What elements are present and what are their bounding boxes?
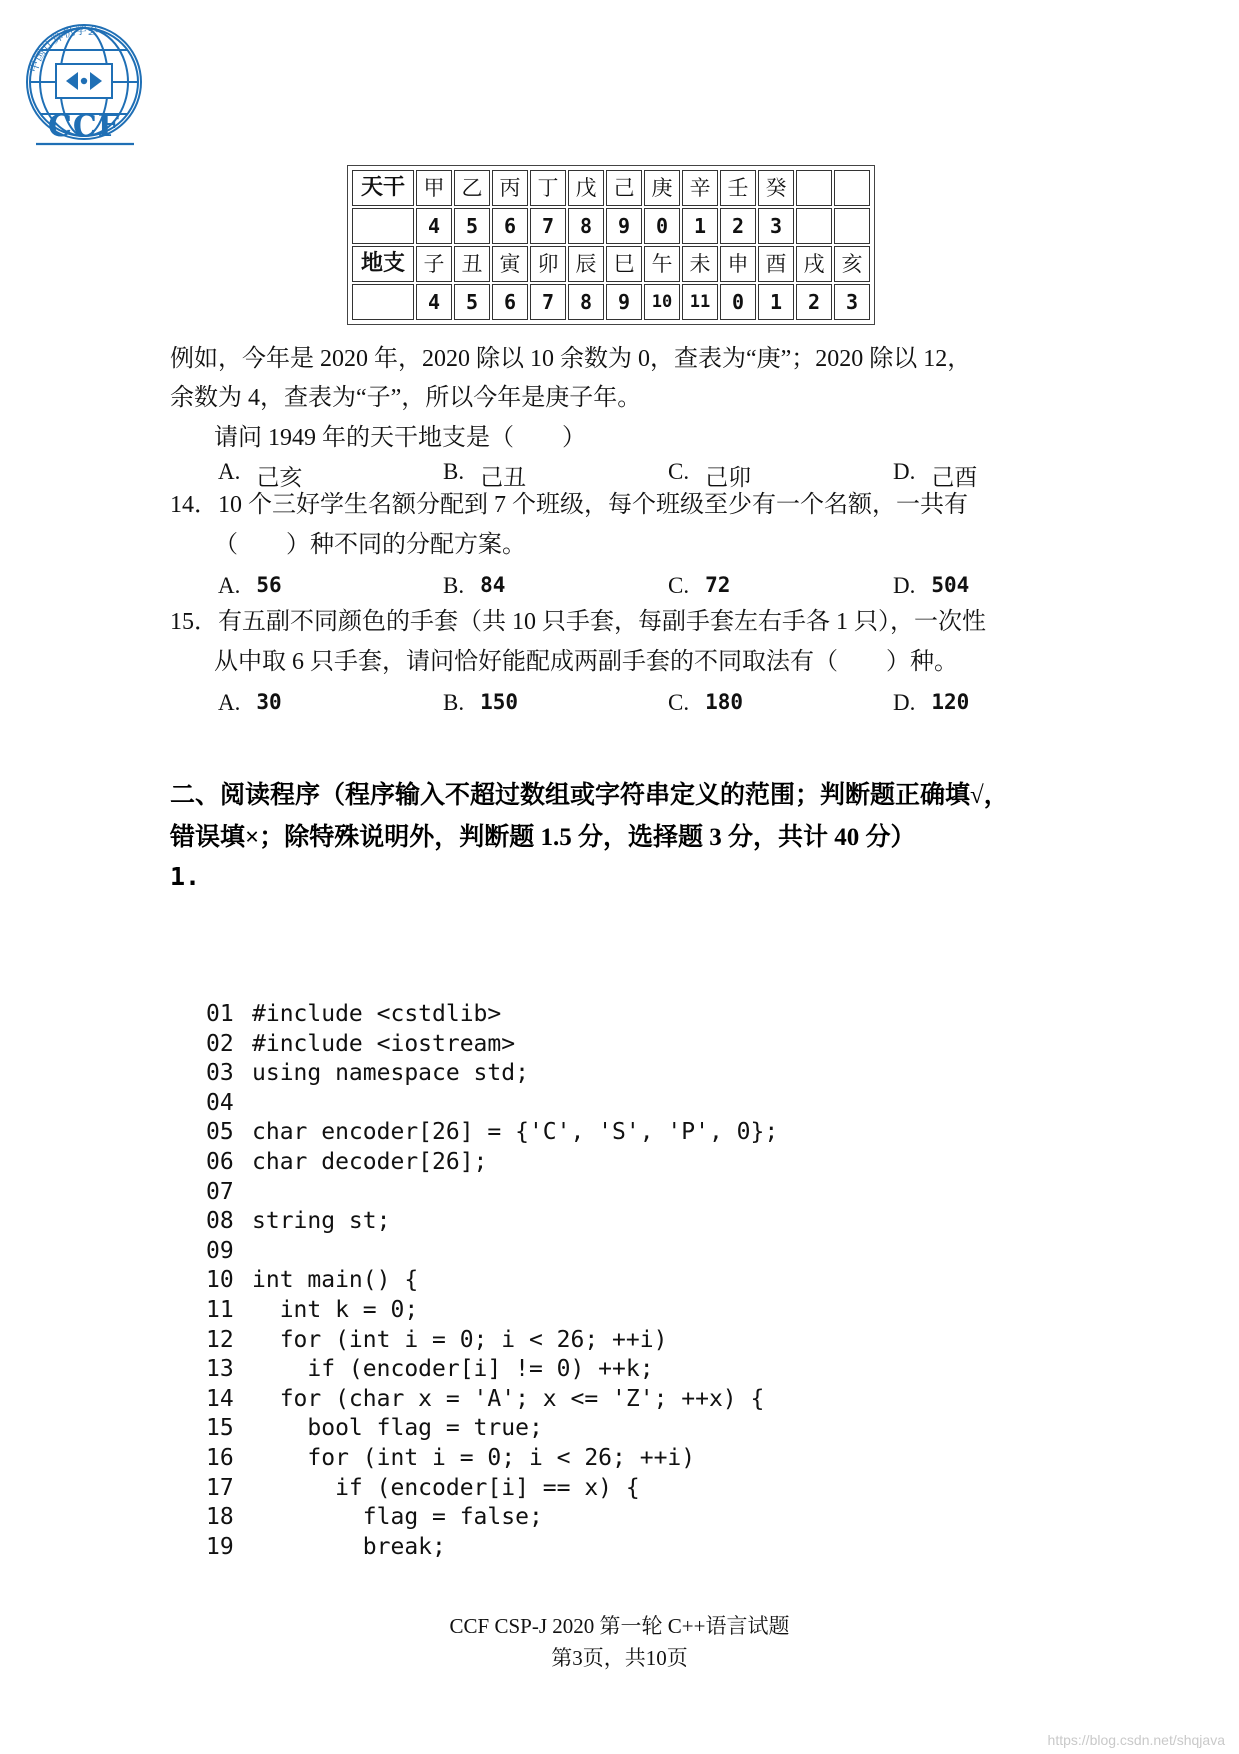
table-row-dizhi — [352, 246, 870, 282]
code-line-number: 09 — [206, 1237, 234, 1264]
option-b-value: 84 — [480, 573, 506, 597]
cell: 0 — [644, 208, 680, 244]
cell: 申 — [720, 246, 756, 282]
code-line-number: 03 — [206, 1060, 234, 1087]
cell: 丑 — [454, 246, 490, 282]
example-paragraph — [170, 340, 1080, 418]
code-line-number: 13 — [206, 1356, 234, 1383]
option-c-value: 己卯 — [705, 465, 752, 491]
option-c-label: C. — [668, 690, 690, 715]
code-line — [206, 1089, 778, 1119]
code-line — [206, 1414, 778, 1444]
cell: 7 — [530, 284, 566, 320]
code-line — [206, 1178, 778, 1208]
question-14-options — [218, 573, 1048, 599]
cell: 癸 — [758, 170, 794, 206]
cell: 4 — [416, 284, 452, 320]
code-line-number: 15 — [206, 1415, 234, 1442]
code-line-number: 19 — [206, 1533, 234, 1560]
code-line — [206, 1503, 778, 1533]
option-d-label: D. — [893, 573, 916, 598]
option-a-value: 56 — [256, 573, 282, 597]
code-line — [206, 1059, 778, 1089]
cell: 午 — [644, 246, 680, 282]
code-line — [206, 1207, 778, 1237]
cell: 8 — [568, 208, 604, 244]
question-15-line-2: 从中取 6 只手套，请问恰好能配成两副手套的不同取法有（ ）种。 — [214, 649, 958, 675]
cell: 丁 — [530, 170, 566, 206]
cell: 8 — [568, 284, 604, 320]
code-line-text: string st; — [252, 1208, 391, 1235]
cell: 3 — [834, 284, 870, 320]
cell: 未 — [682, 246, 718, 282]
code-line-text: flag = false; — [252, 1504, 543, 1531]
cell: 己 — [606, 170, 642, 206]
code-line-text: bool flag = true; — [252, 1415, 543, 1442]
question-15-line-1: 15．有五副不同颜色的手套（共 10 只手套，每副手套左右手各 1 只），一次性 — [170, 609, 986, 635]
code-listing — [206, 1000, 778, 1562]
code-line-text: int main() { — [252, 1267, 419, 1294]
cell: 7 — [530, 208, 566, 244]
code-line-number: 12 — [206, 1326, 234, 1353]
code-line-text: for (int i = 0; i < 26; ++i) — [252, 1326, 668, 1353]
cell: 1 — [682, 208, 718, 244]
code-line-number: 06 — [206, 1148, 234, 1175]
code-line — [206, 1148, 778, 1178]
option-d[interactable] — [893, 690, 969, 716]
option-d-label: D. — [893, 459, 916, 484]
option-b-value: 150 — [480, 690, 519, 714]
cell-empty — [796, 208, 832, 244]
row-header-empty — [352, 208, 414, 244]
option-a-label: A. — [218, 690, 241, 715]
option-b-value: 己丑 — [480, 465, 527, 491]
option-c-label: C. — [668, 573, 690, 598]
code-line — [206, 1533, 778, 1563]
code-line-text: for (int i = 0; i < 26; ++i) — [252, 1444, 696, 1471]
cell: 2 — [720, 208, 756, 244]
question-15-options — [218, 690, 1048, 716]
ccf-logo — [22, 20, 182, 160]
cell: 4 — [416, 208, 452, 244]
question-13 — [170, 418, 1070, 458]
code-line-text: break; — [252, 1533, 446, 1560]
code-line-text: char encoder[26] = {'C', 'S', 'P', 0}; — [252, 1119, 779, 1146]
cell: 2 — [796, 284, 832, 320]
option-a[interactable] — [218, 573, 443, 599]
question-15 — [170, 602, 1070, 682]
option-c-value: 180 — [705, 690, 744, 714]
code-line-text: char decoder[26]; — [252, 1148, 488, 1175]
code-line — [206, 1118, 778, 1148]
option-c-value: 72 — [705, 573, 731, 597]
cell: 3 — [758, 208, 794, 244]
question-14 — [170, 485, 1070, 565]
code-line-text: int k = 0; — [252, 1296, 419, 1323]
section-2-heading — [170, 775, 1070, 859]
option-b[interactable] — [443, 690, 668, 716]
option-d-value: 120 — [931, 690, 970, 714]
option-d-value: 504 — [931, 573, 970, 597]
code-line-text: using namespace std; — [252, 1060, 529, 1087]
cell: 10 — [644, 284, 680, 320]
cell: 1 — [758, 284, 794, 320]
table-row-dizhi-digits — [352, 284, 870, 320]
cell: 亥 — [834, 246, 870, 282]
option-d-label: D. — [893, 690, 916, 715]
code-line-number: 18 — [206, 1504, 234, 1531]
problem-number: 1. — [170, 862, 201, 891]
watermark-url: https://blog.csdn.net/shqjava — [1047, 1732, 1225, 1748]
code-line-text: #include <iostream> — [252, 1030, 516, 1057]
option-c-label: C. — [668, 459, 690, 484]
cell: 9 — [606, 208, 642, 244]
code-line — [206, 1355, 778, 1385]
cell: 卯 — [530, 246, 566, 282]
svg-text:CCF: CCF — [47, 109, 121, 144]
cell: 5 — [454, 208, 490, 244]
option-a[interactable] — [218, 690, 443, 716]
code-line-number: 04 — [206, 1089, 234, 1116]
cell: 戌 — [796, 246, 832, 282]
svg-text:中国计算机学会: 中国计算机学会 — [26, 22, 101, 74]
table-row-tiangan — [352, 170, 870, 206]
code-line-number: 16 — [206, 1444, 234, 1471]
example-line-1: 例如，今年是 2020 年，2020 除以 10 余数为 0，查表为“庚”；2020 除以 12， — [170, 346, 972, 372]
code-line-number: 10 — [206, 1267, 234, 1294]
cell: 9 — [606, 284, 642, 320]
row-header-empty — [352, 284, 414, 320]
cell: 巳 — [606, 246, 642, 282]
question-13-stem: 请问 1949 年的天干地支是（ ） — [214, 425, 586, 451]
option-a-value: 30 — [256, 690, 282, 714]
cell: 5 — [454, 284, 490, 320]
code-line — [206, 1385, 778, 1415]
code-line-text: if (encoder[i] != 0) ++k; — [252, 1356, 654, 1383]
cell: 6 — [492, 284, 528, 320]
code-line-number: 14 — [206, 1385, 234, 1412]
code-line-number: 08 — [206, 1208, 234, 1235]
option-b-label: B. — [443, 459, 465, 484]
cell: 壬 — [720, 170, 756, 206]
question-14-line-2: （ ）种不同的分配方案。 — [214, 532, 526, 558]
cell: 辰 — [568, 246, 604, 282]
code-line-text: if (encoder[i] == x) { — [252, 1474, 640, 1501]
cell: 戊 — [568, 170, 604, 206]
code-line — [206, 1030, 778, 1060]
option-a-label: A. — [218, 573, 241, 598]
cell: 寅 — [492, 246, 528, 282]
code-line — [206, 1444, 778, 1474]
footer-title: CCF CSP-J 2020 第一轮 C++语言试题 — [449, 1614, 790, 1638]
option-b-label: B. — [443, 690, 465, 715]
code-line-number: 07 — [206, 1178, 234, 1205]
code-line-number: 11 — [206, 1296, 234, 1323]
section-2-line-2: 错误填×；除特殊说明外，判断题 1.5 分，选择题 3 分，共计 40 分） — [170, 824, 916, 851]
row-header-dizhi: 地支 — [352, 246, 414, 282]
code-line-text: #include <cstdlib> — [252, 1001, 502, 1027]
cell: 6 — [492, 208, 528, 244]
code-line-number: 02 — [206, 1030, 234, 1057]
code-line — [206, 1000, 778, 1030]
table-row-tiangan-digits — [352, 208, 870, 244]
option-c[interactable] — [668, 690, 893, 716]
option-d-value: 己酉 — [931, 465, 978, 491]
option-a-label: A. — [218, 459, 241, 484]
cell-empty — [834, 208, 870, 244]
cell: 0 — [720, 284, 756, 320]
cell: 庚 — [644, 170, 680, 206]
ganzhi-reference-table — [347, 165, 875, 325]
code-line — [206, 1326, 778, 1356]
cell: 丙 — [492, 170, 528, 206]
cell: 辛 — [682, 170, 718, 206]
code-line-text: for (char x = 'A'; x <= 'Z'; ++x) { — [252, 1385, 765, 1412]
code-line-number: 05 — [206, 1119, 234, 1146]
cell: 酉 — [758, 246, 794, 282]
example-line-2: 余数为 4，查表为“子”，所以今年是庚子年。 — [170, 385, 642, 411]
code-line — [206, 1266, 778, 1296]
question-14-line-1: 14．10 个三好学生名额分配到 7 个班级，每个班级至少有一个名额，一共有 — [170, 492, 968, 518]
cell: 子 — [416, 246, 452, 282]
code-line — [206, 1474, 778, 1504]
option-a-value: 己亥 — [256, 465, 303, 491]
code-line — [206, 1296, 778, 1326]
cell: 乙 — [454, 170, 490, 206]
option-b-label: B. — [443, 573, 465, 598]
code-line — [206, 1237, 778, 1267]
section-2-line-1: 二、阅读程序（程序输入不超过数组或字符串定义的范围；判断题正确填√， — [170, 782, 1009, 809]
cell-empty — [796, 170, 832, 206]
option-c[interactable] — [668, 573, 893, 599]
code-line-number: 01 — [206, 1001, 234, 1027]
option-b[interactable] — [443, 573, 668, 599]
cell-empty — [834, 170, 870, 206]
cell: 甲 — [416, 170, 452, 206]
code-line-number: 17 — [206, 1474, 234, 1501]
row-header-tiangan: 天干 — [352, 170, 414, 206]
footer-page-number: 第3页，共10页 — [551, 1646, 688, 1670]
option-d[interactable] — [893, 573, 969, 599]
cell: 11 — [682, 284, 718, 320]
